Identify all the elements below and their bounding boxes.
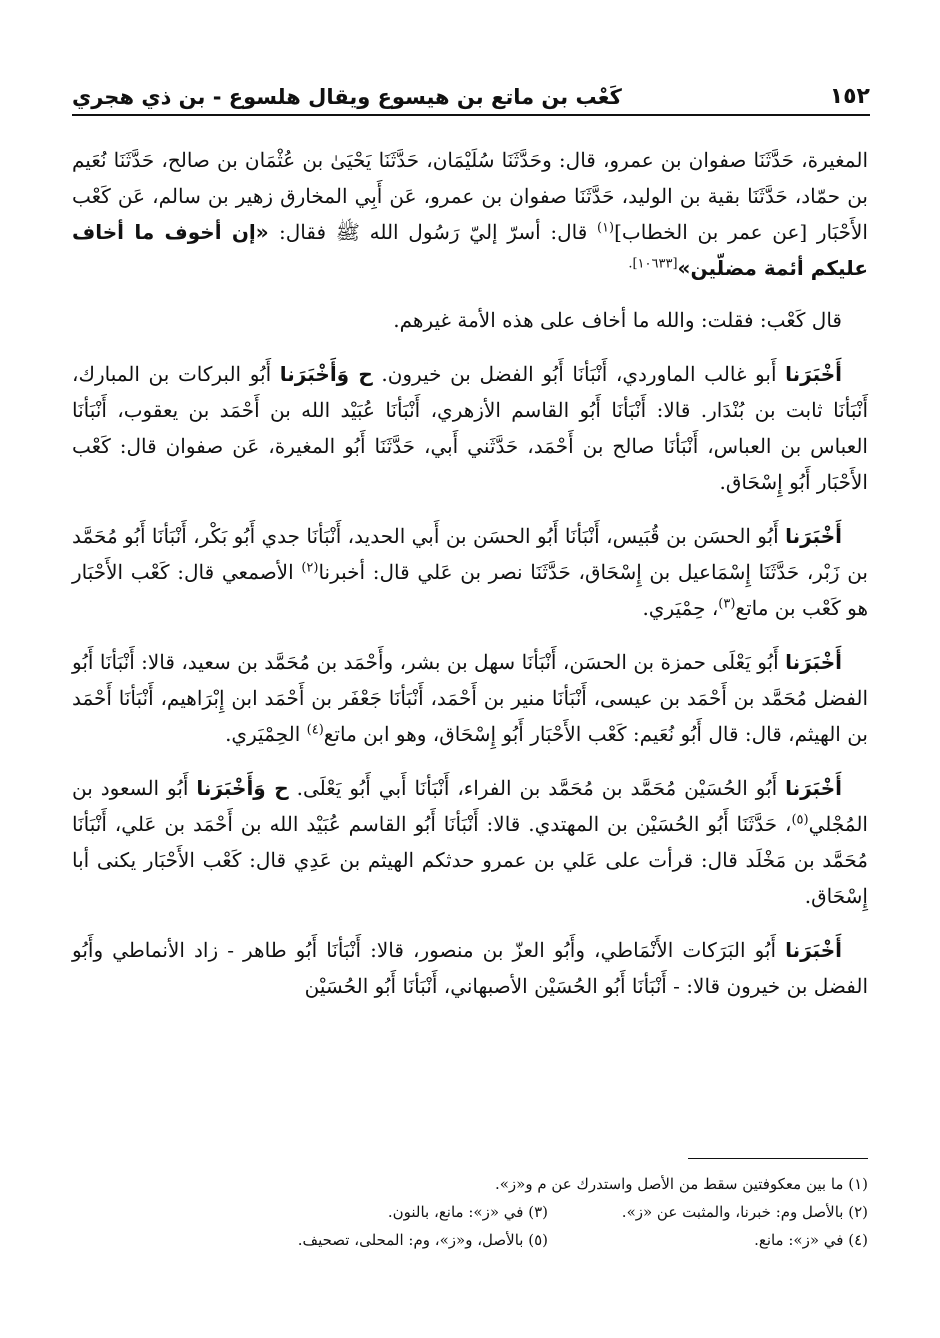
paragraph-6-text2: أَبُو السعود بن المُجْلي — [72, 776, 868, 836]
paragraph-6 — [72, 770, 868, 914]
footnote-ref-5: (٥) — [791, 812, 809, 828]
paragraph-4 — [72, 518, 868, 626]
footnote-4: (٤) في «ز»: مانع. — [754, 1231, 868, 1249]
paragraph-5 — [72, 644, 868, 752]
paragraph-4-text: أَبُو الحسَن بن قُبَيس، أَنْبَأنَا أَبُو الحسَن بن أَبي الحديد، أَنْبَأنَا جدي أَبُو بَكْر، أَنْبَأنَا أَبُو مُحَمَّد بن زَبْر، حَدَّثَنَا إِسْمَاعيل بن إِسْحَاق، حَدَّثَنَا نصر بن عَلي قال: أخبرنا — [72, 524, 868, 584]
footnote-ref-1: (١) — [596, 220, 615, 236]
footnote-row-2 — [72, 1198, 868, 1226]
paragraph-6-lead: أَخْبَرَنا — [785, 776, 842, 800]
hadith-quote: «إن أخوف ما أخاف عليكم أئمة مضلّين» — [72, 220, 868, 280]
paragraph-3-text2: أَبُو البركات بن المبارك، أَنْبَأنَا ثابت بن بُنْدَار. قالا: أَنْبَأنَا أَبُو القاسم الأزهري، أَنْبَأنَا عُبَيْد الله بن أَحْمَد بن يعقوب، أَنْبَأنَا العباس بن العباس، أَنْبَأنَا صالح بن أَحْمَد، حَدَّثَني أَبي، حَدَّثَنَا أَبُو المغيرة، عَن صفوان قال: كَعْب الأَحْبَار أَبُو إِسْحَاق. — [72, 362, 868, 494]
footnote-5: (٥) بالأصل، و«ز»، وم: المحلى، تصحيف. — [297, 1231, 548, 1249]
footnote-ref-2: (٢) — [301, 560, 319, 576]
footnote-rule — [688, 1158, 868, 1159]
footnote-3: (٣) في «ز»: مانع، بالنون. — [387, 1203, 548, 1221]
main-text — [72, 142, 868, 1022]
footnote-row-3 — [72, 1226, 868, 1254]
paragraph-3 — [72, 356, 868, 500]
paragraph-1-text: المغيرة، حَدَّثَنَا صفوان بن عمرو، قال: وحَدَّثَنَا سُلَيْمَان، حَدَّثَنَا يَحْيَىٰ بن عُثْمَان بن صالح، حَدَّثَنَا نُعَيم بن حمّاد، حَدَّثَنَا بقية بن الوليد، حَدَّثَنَا صفوان بن عمرو، عَن أَبِي المخارق زهير بن سالم، عَن كَعْب الأَحْبَار [عن عمر بن الخطاب] — [72, 148, 869, 244]
paragraph-1 — [72, 142, 868, 286]
paragraph-6-text: أَبُو الحُسَيْن مُحَمَّد بن مُحَمَّد بن الفراء، أَنْبَأنَا أَبي أَبُو يَعْلَى. — [288, 776, 786, 800]
paragraph-2 — [72, 302, 868, 338]
footnote-row-1 — [72, 1170, 868, 1198]
paragraph-3-mid: ح وَأَخْبَرَنا — [279, 362, 373, 386]
paragraph-2-text: قال كَعْب: فقلت: والله ما أخاف على هذه الأمة غيرهم. — [393, 308, 842, 332]
paragraph-7 — [72, 932, 868, 1004]
footnotes — [72, 1170, 868, 1254]
running-header — [72, 68, 870, 116]
header-title: كَعْب بن ماتع بن هيسوع ويقال هلسوع - بن ذي هجري — [72, 85, 622, 109]
footnote-2: (٢) بالأصل وم: خبرنا، والمثبت عن «ز». — [621, 1203, 868, 1221]
paragraph-4-after: الأصمعي قال: كَعْب الأَحْبَار هو كَعْب بن ماتع — [72, 560, 868, 620]
paragraph-5-text: أَبُو يَعْلَى حمزة بن الحسَن، أَنْبَأنَا سهل بن بشر، وأَحْمَد بن مُحَمَّد بن سعيد، قالا: أَنْبَأنَا أَبُو الفضل مُحَمَّد بن أَحْمَد بن عيسى، أَنْبَأنَا منير بن أَحْمَد، أَنْبَأنَا جَعْفَر بن أَحْمَد ابن إِبْرَاهيم، أَنْبَأنَا أَحْمَد بن الهيثم، قال: قال أَبُو نُعَيم: كَعْب الأَحْبَار أَبُو إِسْحَاق، وهو ابن ماتع — [72, 650, 868, 746]
paragraph-5-lead: أَخْبَرَنا — [785, 650, 842, 674]
paragraph-4-lead: أَخْبَرَنا — [785, 524, 842, 548]
paragraph-6-end: ، حَدَّثَنَا أَبُو الحُسَيْن بن المهتدي. قالا: أَنْبَأنَا أَبُو القاسم عُبَيْد الله بن أَحْمَد بن عَلي، أَنْبَأنَا مُحَمَّد بن مَخْلَد قال: قرأت على عَلي بن عمرو حدثكم الهيثم بن عَدِي قال: كَعْب الأَحْبَار يكنى أبا إِسْحَاق. — [72, 812, 868, 908]
paragraph-5-end: الحِمْيَري. — [225, 722, 307, 746]
paragraph-3-lead: أَخْبَرَنا — [785, 362, 843, 386]
footnote-1: (١) ما بين معكوفتين سقط من الأصل واستدرك عن م و«ز». — [494, 1175, 868, 1193]
paragraph-7-text: أَبُو البَرَكات الأَنْمَاطي، وأَبُو العزّ بن منصور، قالا: أَنْبَأنَا أَبُو طاهر - زاد الأنماطي وأَبُو الفضل بن خيرون قالا: - أَنْبَأنَا أَبُو الحُسَيْن الأصبهاني، أَنْبَأنَا أَبُو الحُسَيْن — [72, 938, 868, 998]
paragraph-1-after: قال: أسرّ إليّ رَسُول الله ﷺ فقال: — [279, 220, 597, 244]
paragraph-3-text: أَبو غالب الماوردي، أَنْبَأنَا أَبُو الفضل بن خيرون. — [372, 362, 786, 386]
page-number: ١٥٢ — [829, 84, 870, 109]
footnote-ref-4: (٤) — [306, 722, 324, 738]
paragraph-6-mid: ح وَأَخْبَرَنا — [196, 776, 289, 800]
paragraph-7-lead: أَخْبَرَنا — [785, 938, 842, 962]
hadith-number: [١٠٦٣٣]. — [628, 256, 678, 272]
paragraph-4-end: ، حِمْيَري. — [642, 596, 719, 620]
footnote-ref-3: (٣) — [718, 596, 736, 612]
